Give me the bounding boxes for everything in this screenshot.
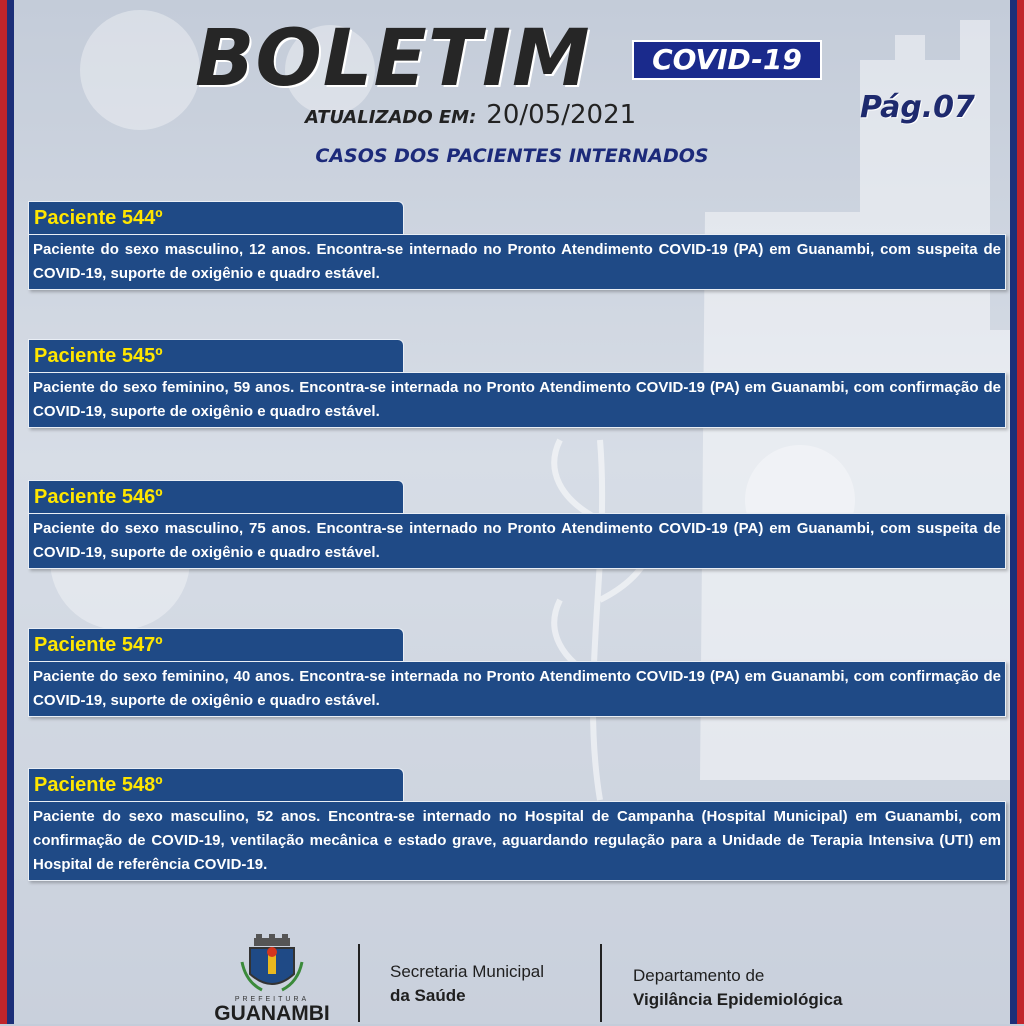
departamento-line2: Vigilância Epidemiológica xyxy=(633,990,843,1009)
patient-card xyxy=(28,339,1006,428)
secretaria-block xyxy=(390,960,544,1008)
patient-label: Paciente 548º xyxy=(28,768,404,801)
updated-line xyxy=(305,100,636,130)
updated-date: 20/05/2021 xyxy=(486,100,637,130)
footer-divider xyxy=(600,944,602,1022)
patient-description: Paciente do sexo feminino, 59 anos. Encontra-se internada no Pronto Atendimento COVID-19 (PA) em Guanambi, com confirmação de COVID-19, suporte de oxigênio e quadro estável. xyxy=(28,372,1006,428)
logo-city-name: GUANAMBI xyxy=(214,1002,330,1025)
section-subtitle: CASOS DOS PACIENTES INTERNADOS xyxy=(315,145,709,167)
patient-label: Paciente 545º xyxy=(28,339,404,372)
covid-badge: COVID-19 xyxy=(632,40,822,80)
departamento-line1: Departamento de xyxy=(633,966,765,985)
coat-of-arms-icon xyxy=(212,932,332,996)
page-number: Pág.07 xyxy=(860,90,975,125)
secretaria-line1: Secretaria Municipal xyxy=(390,962,545,981)
secretaria-line2: da Saúde xyxy=(390,986,466,1005)
patient-description: Paciente do sexo masculino, 52 anos. Encontra-se internado no Hospital de Campanha (Hospital Municipal) em Guanambi, com confirmação de COVID-19, ventilação mecânica e estado grave, aguardando regulação para a Unidade de Terapia Intensiva (UTI) em Hospital de referência COVID-19. xyxy=(28,801,1006,881)
patient-label: Paciente 546º xyxy=(28,480,404,513)
updated-label: ATUALIZADO EM: xyxy=(305,107,477,128)
departamento-block xyxy=(633,964,842,1012)
logo-prefeitura-text: PREFEITURA xyxy=(234,996,310,1003)
patient-card xyxy=(28,201,1006,290)
patient-label: Paciente 547º xyxy=(28,628,404,661)
patient-description: Paciente do sexo masculino, 12 anos. Encontra-se internado no Pronto Atendimento COVID-19 (PA) em Guanambi, com suspeita de COVID-19, suporte de oxigênio e quadro estável. xyxy=(28,234,1006,290)
patient-description: Paciente do sexo feminino, 40 anos. Encontra-se internada no Pronto Atendimento COVID-19 (PA) em Guanambi, com confirmação de COVID-19, suporte de oxigênio e quadro estável. xyxy=(28,661,1006,717)
guanambi-logo xyxy=(212,932,332,1024)
footer xyxy=(0,930,1024,1024)
bulletin-title: BOLETIM xyxy=(195,14,591,104)
patient-label: Paciente 544º xyxy=(28,201,404,234)
patient-card xyxy=(28,628,1006,717)
patient-card xyxy=(28,768,1006,881)
footer-divider xyxy=(358,944,360,1022)
patient-card xyxy=(28,480,1006,569)
patient-description: Paciente do sexo masculino, 75 anos. Encontra-se internado no Pronto Atendimento COVID-19 (PA) em Guanambi, com suspeita de COVID-19, suporte de oxigênio e quadro estável. xyxy=(28,513,1006,569)
